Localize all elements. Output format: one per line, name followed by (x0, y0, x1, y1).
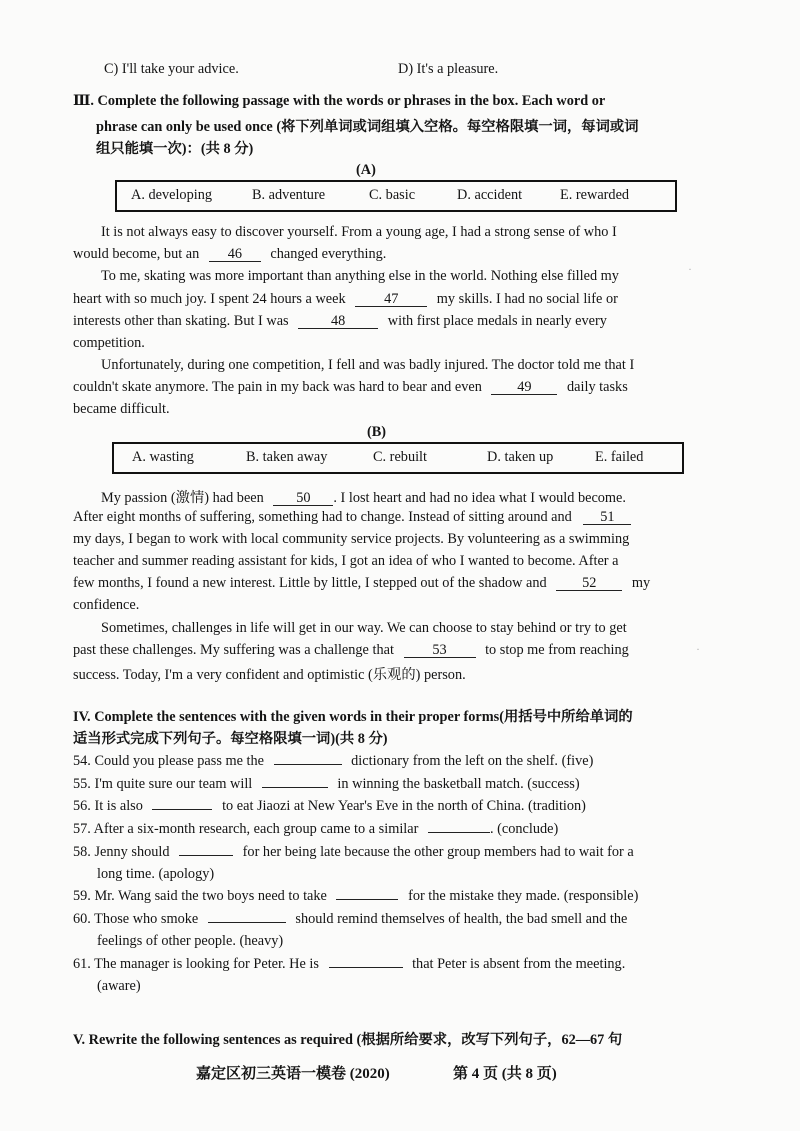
answer-blank-60[interactable] (208, 922, 286, 923)
blank-47[interactable]: 47 (355, 292, 427, 307)
blank-50[interactable]: 50 (273, 491, 333, 506)
margin-mark: · (688, 262, 692, 276)
passage-a-line: It is not always easy to discover yourself. From a young age, I had a strong sense of who I (101, 224, 617, 240)
sentence-57: 57. After a six-month research, each group came to a similar . (conclude) (73, 821, 559, 837)
answer-blank-55[interactable] (262, 787, 328, 788)
section4-heading-line1: IV. Complete the sentences with the given words in their proper forms(用括号中所给单词的 (73, 709, 633, 725)
word-option: D. taken up (487, 449, 554, 465)
blank-48[interactable]: 48 (298, 314, 378, 329)
sentence-58-cont: long time. (apology) (97, 866, 215, 882)
passage-b-line: confidence. (73, 597, 140, 613)
passage-a-line: competition. (73, 335, 145, 351)
passage-b-line: Sometimes, challenges in life will get in our way. We can choose to stay behind or try to get (101, 620, 627, 636)
passage-a-line: To me, skating was more important than anything else in the world. Nothing else filled my (101, 268, 619, 284)
footer-page: 第 4 页 (共 8 页) (453, 1066, 557, 1082)
blank-49[interactable]: 49 (491, 380, 557, 395)
part-b-label: (B) (367, 424, 387, 440)
passage-a-line: Unfortunately, during one competition, I fell and was badly injured. The doctor told me that I (101, 357, 635, 373)
passage-b-line: few months, I found a new interest. Little by little, I stepped out of the shadow and 52 my (73, 575, 651, 591)
answer-blank-57[interactable] (428, 832, 490, 833)
word-option: A. developing (131, 187, 212, 203)
word-box-b (112, 442, 684, 474)
sentence-58: 58. Jenny should for her being late because the other group members had to wait for a (73, 844, 634, 860)
sentence-61-cont: (aware) (97, 978, 141, 994)
sentence-61: 61. The manager is looking for Peter. He is that Peter is absent from the meeting. (73, 956, 626, 972)
answer-blank-58[interactable] (179, 855, 233, 856)
option-d: D) It's a pleasure. (398, 61, 499, 77)
blank-51[interactable]: 51 (583, 510, 631, 525)
word-option: E. failed (595, 449, 644, 465)
blank-52[interactable]: 52 (556, 576, 622, 591)
passage-b-line: success. Today, I'm a very confident and optimistic (乐观的) person. (73, 667, 466, 683)
part-a-label: (A) (356, 162, 376, 178)
word-option: E. rewarded (560, 187, 630, 203)
blank-53[interactable]: 53 (404, 643, 476, 658)
word-option: C. basic (369, 187, 416, 203)
word-option: D. accident (457, 187, 523, 203)
passage-b-line: teacher and summer reading assistant for kids, I got an idea of who I wanted to become. After a (73, 553, 619, 569)
answer-blank-61[interactable] (329, 967, 403, 968)
section3-heading-line2: phrase can only be used once (将下列单词或词组填入空格。每空格限填一词，每词或词 (96, 119, 639, 135)
sentence-60-cont: feelings of other people. (heavy) (97, 933, 284, 949)
passage-a-line: became difficult. (73, 401, 170, 417)
answer-blank-56[interactable] (152, 809, 212, 810)
blank-46[interactable]: 46 (209, 247, 261, 262)
sentence-56: 56. It is also to eat Jiaozi at New Year's Eve in the north of China. (tradition) (73, 798, 586, 814)
section5-heading: V. Rewrite the following sentences as required (根据所给要求，改写下列句子，62—67 句 (73, 1032, 623, 1048)
sentence-55: 55. I'm quite sure our team will in winning the basketball match. (success) (73, 776, 580, 792)
passage-b-line: My passion (激情) had been 50 . I lost heart and had no idea what I would become. (101, 490, 626, 506)
word-option: B. taken away (246, 449, 328, 465)
passage-a-line: would become, but an 46 changed everything. (73, 246, 387, 262)
sentence-54: 54. Could you please pass me the dictionary from the left on the shelf. (five) (73, 753, 594, 769)
word-box-a (115, 180, 677, 212)
sentence-60: 60. Those who smoke should remind themselves of health, the bad smell and the (73, 911, 628, 927)
passage-a-line: couldn't skate anymore. The pain in my back was hard to bear and even 49 daily tasks (73, 379, 628, 395)
passage-b-line: After eight months of suffering, something had to change. Instead of sitting around and 51 (73, 509, 631, 526)
footer-title: 嘉定区初三英语一模卷 (2020) (196, 1066, 390, 1082)
word-option: A. wasting (132, 449, 194, 465)
passage-a-line: heart with so much joy. I spent 24 hours a week 47 my skills. I had no social life or (73, 291, 618, 307)
margin-mark: · (696, 642, 700, 656)
passage-b-line: my days, I began to work with local community service projects. By volunteering as a swimming (73, 531, 630, 547)
section3-heading-line1: Ⅲ. Complete the following passage with the words or phrases in the box. Each word or (73, 93, 606, 109)
answer-blank-59[interactable] (336, 899, 398, 900)
answer-blank-54[interactable] (274, 764, 342, 765)
word-option: B. adventure (252, 187, 326, 203)
section3-heading-line3: 组只能填一次)：(共 8 分) (96, 141, 254, 157)
option-c: C) I'll take your advice. (104, 61, 239, 77)
sentence-59: 59. Mr. Wang said the two boys need to take for the mistake they made. (responsible) (73, 888, 639, 904)
section4-heading-line2: 适当形式完成下列句子。每空格限填一词)(共 8 分) (73, 731, 388, 747)
passage-b-line: past these challenges. My suffering was a challenge that 53 to stop me from reaching (73, 642, 629, 658)
word-option: C. rebuilt (373, 449, 428, 465)
passage-a-line: interests other than skating. But I was 48 with first place medals in nearly every (73, 313, 607, 329)
